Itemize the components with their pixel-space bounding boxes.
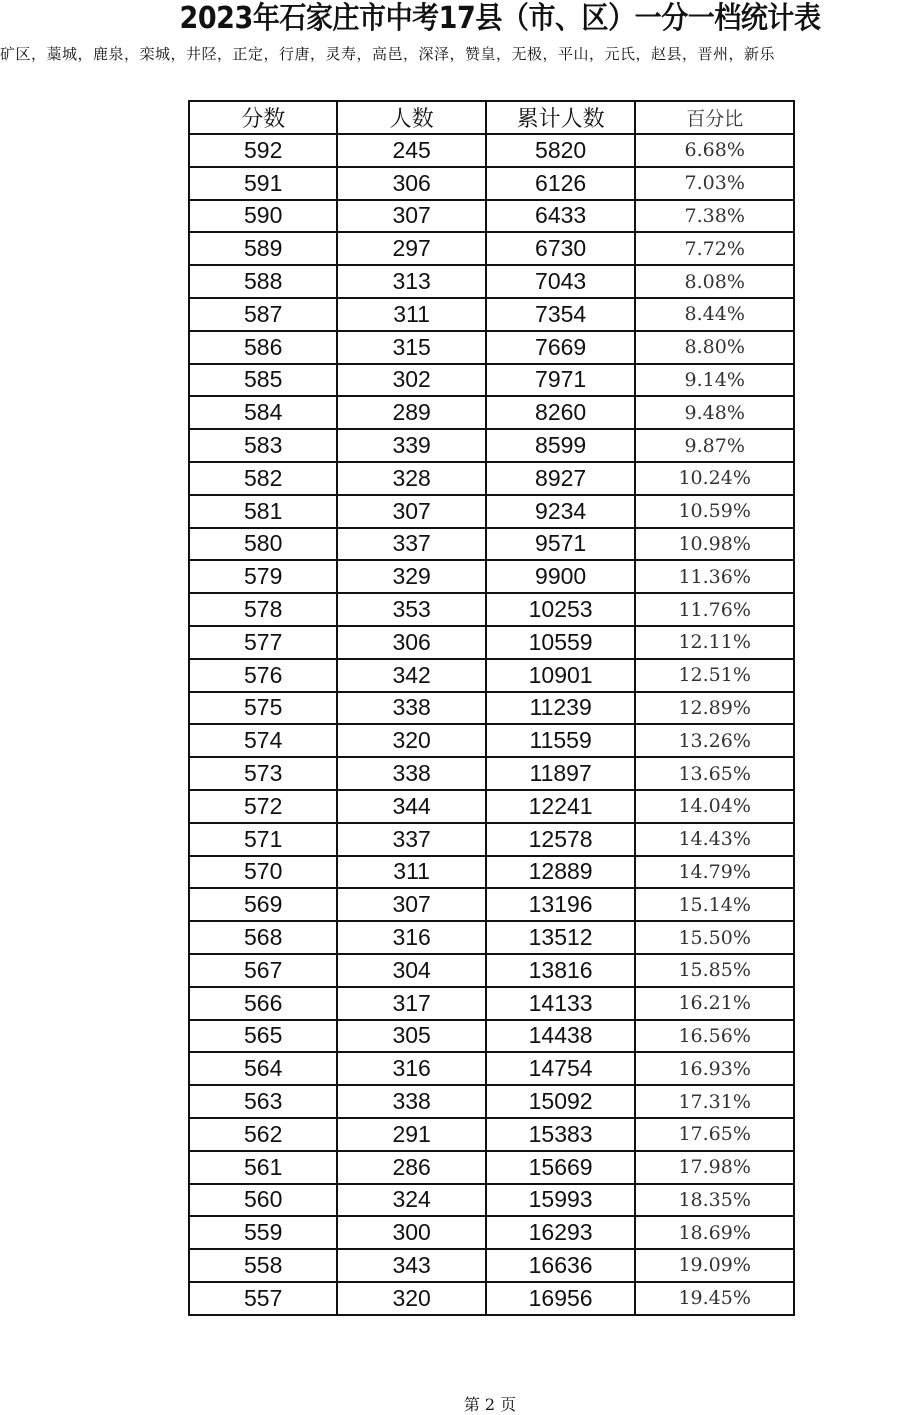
cumulative-cell: 7043 [486, 265, 636, 298]
count-cell: 329 [337, 560, 485, 593]
score-cell: 565 [189, 1020, 337, 1053]
count-cell: 344 [337, 790, 485, 823]
score-cell: 563 [189, 1085, 337, 1118]
percent-cell: 12.11% [635, 626, 794, 659]
cumulative-cell: 13816 [486, 954, 636, 987]
cumulative-cell: 11239 [486, 692, 636, 725]
percent-cell: 9.87% [635, 429, 794, 462]
percent-cell: 19.45% [635, 1282, 794, 1315]
percent-cell: 14.43% [635, 823, 794, 856]
percent-cell: 18.35% [635, 1184, 794, 1217]
percent-cell: 13.65% [635, 757, 794, 790]
count-cell: 317 [337, 987, 485, 1020]
score-cell: 564 [189, 1052, 337, 1085]
score-table [188, 100, 795, 1316]
percent-cell: 10.24% [635, 462, 794, 495]
score-cell: 569 [189, 888, 337, 921]
table-row [189, 232, 794, 265]
count-cell: 305 [337, 1020, 485, 1053]
percent-cell: 17.65% [635, 1118, 794, 1151]
page-number: 第 2 页 [463, 1395, 517, 1414]
cumulative-cell: 15669 [486, 1151, 636, 1184]
count-cell: 300 [337, 1216, 485, 1249]
score-cell: 591 [189, 167, 337, 200]
score-cell: 581 [189, 495, 337, 528]
cumulative-cell: 8260 [486, 396, 636, 429]
percent-cell: 16.21% [635, 987, 794, 1020]
cumulative-cell: 12578 [486, 823, 636, 856]
percent-cell: 17.98% [635, 1151, 794, 1184]
percent-cell: 15.14% [635, 888, 794, 921]
score-cell: 589 [189, 232, 337, 265]
percent-cell: 19.09% [635, 1249, 794, 1282]
count-cell: 338 [337, 757, 485, 790]
percent-cell: 11.76% [635, 593, 794, 626]
cumulative-cell: 10253 [486, 593, 636, 626]
table-row [189, 429, 794, 462]
count-cell: 337 [337, 823, 485, 856]
cumulative-cell: 6730 [486, 232, 636, 265]
cumulative-cell: 16956 [486, 1282, 636, 1315]
score-cell: 558 [189, 1249, 337, 1282]
count-cell: 302 [337, 364, 485, 397]
score-cell: 561 [189, 1151, 337, 1184]
count-cell: 337 [337, 528, 485, 561]
cumulative-cell: 14438 [486, 1020, 636, 1053]
score-cell: 575 [189, 692, 337, 725]
cumulative-cell: 9900 [486, 560, 636, 593]
cumulative-cell: 11559 [486, 724, 636, 757]
header-score: 分数 [189, 101, 337, 134]
count-cell: 307 [337, 888, 485, 921]
cumulative-cell: 10559 [486, 626, 636, 659]
percent-cell: 6.68% [635, 134, 794, 167]
cumulative-cell: 10901 [486, 659, 636, 692]
count-cell: 342 [337, 659, 485, 692]
cumulative-cell: 16636 [486, 1249, 636, 1282]
count-cell: 306 [337, 626, 485, 659]
table-row [189, 1020, 794, 1053]
score-cell: 574 [189, 724, 337, 757]
score-cell: 557 [189, 1282, 337, 1315]
table-row [189, 626, 794, 659]
table-row [189, 364, 794, 397]
cumulative-cell: 7669 [486, 331, 636, 364]
table-row [189, 167, 794, 200]
cumulative-cell: 6126 [486, 167, 636, 200]
count-cell: 291 [337, 1118, 485, 1151]
count-cell: 328 [337, 462, 485, 495]
page-title: 2023年石家庄市中考17县（市、区）一分一档统计表 [179, 1, 821, 36]
percent-cell: 8.44% [635, 298, 794, 331]
score-cell: 562 [189, 1118, 337, 1151]
table-row [189, 856, 794, 889]
table-row [189, 1216, 794, 1249]
cumulative-cell: 9571 [486, 528, 636, 561]
percent-cell: 7.38% [635, 200, 794, 233]
cumulative-cell: 15383 [486, 1118, 636, 1151]
score-cell: 586 [189, 331, 337, 364]
cumulative-cell: 5820 [486, 134, 636, 167]
score-cell: 573 [189, 757, 337, 790]
percent-cell: 16.56% [635, 1020, 794, 1053]
table-row [189, 528, 794, 561]
table-row [189, 495, 794, 528]
table-row [189, 265, 794, 298]
table-row [189, 823, 794, 856]
count-cell: 306 [337, 167, 485, 200]
score-cell: 567 [189, 954, 337, 987]
table-row [189, 987, 794, 1020]
header-percent: 百分比 [635, 101, 794, 134]
cumulative-cell: 12889 [486, 856, 636, 889]
cumulative-cell: 16293 [486, 1216, 636, 1249]
cumulative-cell: 8927 [486, 462, 636, 495]
count-cell: 343 [337, 1249, 485, 1282]
table-row [189, 1052, 794, 1085]
table-row [189, 200, 794, 233]
count-cell: 338 [337, 1085, 485, 1118]
table-row [189, 888, 794, 921]
cumulative-cell: 13196 [486, 888, 636, 921]
cumulative-cell: 6433 [486, 200, 636, 233]
percent-cell: 10.98% [635, 528, 794, 561]
cumulative-cell: 7354 [486, 298, 636, 331]
count-cell: 311 [337, 298, 485, 331]
table-header-row [189, 101, 794, 134]
table-row [189, 790, 794, 823]
score-cell: 559 [189, 1216, 337, 1249]
score-cell: 578 [189, 593, 337, 626]
count-cell: 316 [337, 921, 485, 954]
cumulative-cell: 8599 [486, 429, 636, 462]
cumulative-cell: 13512 [486, 921, 636, 954]
count-cell: 311 [337, 856, 485, 889]
table-row [189, 1118, 794, 1151]
count-cell: 338 [337, 692, 485, 725]
count-cell: 353 [337, 593, 485, 626]
percent-cell: 8.08% [635, 265, 794, 298]
score-cell: 590 [189, 200, 337, 233]
percent-cell: 15.50% [635, 921, 794, 954]
percent-cell: 13.26% [635, 724, 794, 757]
score-cell: 588 [189, 265, 337, 298]
score-cell: 560 [189, 1184, 337, 1217]
percent-cell: 9.14% [635, 364, 794, 397]
table-row [189, 331, 794, 364]
table-row [189, 1151, 794, 1184]
count-cell: 307 [337, 495, 485, 528]
percent-cell: 8.80% [635, 331, 794, 364]
count-cell: 289 [337, 396, 485, 429]
table-row [189, 298, 794, 331]
score-cell: 568 [189, 921, 337, 954]
count-cell: 315 [337, 331, 485, 364]
percent-cell: 7.03% [635, 167, 794, 200]
score-cell: 571 [189, 823, 337, 856]
cumulative-cell: 15993 [486, 1184, 636, 1217]
score-cell: 579 [189, 560, 337, 593]
percent-cell: 12.51% [635, 659, 794, 692]
score-cell: 566 [189, 987, 337, 1020]
percent-cell: 12.89% [635, 692, 794, 725]
score-cell: 585 [189, 364, 337, 397]
header-count: 人数 [337, 101, 485, 134]
score-cell: 577 [189, 626, 337, 659]
header-cumulative: 累计人数 [486, 101, 636, 134]
count-cell: 297 [337, 232, 485, 265]
district-list: 矿区，藁城，鹿泉，栾城，井陉，正定，行唐，灵寿，高邑，深泽，赞皇，无极，平山，元氏，赵县，晋州，新乐 [0, 45, 776, 63]
table-row [189, 1085, 794, 1118]
score-cell: 584 [189, 396, 337, 429]
score-cell: 570 [189, 856, 337, 889]
count-cell: 320 [337, 724, 485, 757]
table-row [189, 1282, 794, 1315]
percent-cell: 14.79% [635, 856, 794, 889]
table-row [189, 724, 794, 757]
count-cell: 316 [337, 1052, 485, 1085]
score-cell: 576 [189, 659, 337, 692]
percent-cell: 10.59% [635, 495, 794, 528]
count-cell: 320 [337, 1282, 485, 1315]
count-cell: 339 [337, 429, 485, 462]
percent-cell: 17.31% [635, 1085, 794, 1118]
percent-cell: 18.69% [635, 1216, 794, 1249]
table-row [189, 954, 794, 987]
table-row [189, 396, 794, 429]
score-cell: 572 [189, 790, 337, 823]
table-row [189, 560, 794, 593]
score-cell: 580 [189, 528, 337, 561]
percent-cell: 16.93% [635, 1052, 794, 1085]
table-row [189, 692, 794, 725]
cumulative-cell: 12241 [486, 790, 636, 823]
percent-cell: 11.36% [635, 560, 794, 593]
table-row [189, 462, 794, 495]
table-row [189, 757, 794, 790]
percent-cell: 9.48% [635, 396, 794, 429]
table-row [189, 659, 794, 692]
cumulative-cell: 11897 [486, 757, 636, 790]
cumulative-cell: 15092 [486, 1085, 636, 1118]
count-cell: 313 [337, 265, 485, 298]
count-cell: 286 [337, 1151, 485, 1184]
score-cell: 582 [189, 462, 337, 495]
score-cell: 583 [189, 429, 337, 462]
percent-cell: 15.85% [635, 954, 794, 987]
table-row [189, 1249, 794, 1282]
table-row [189, 134, 794, 167]
count-cell: 245 [337, 134, 485, 167]
count-cell: 304 [337, 954, 485, 987]
percent-cell: 7.72% [635, 232, 794, 265]
cumulative-cell: 14754 [486, 1052, 636, 1085]
count-cell: 324 [337, 1184, 485, 1217]
percent-cell: 14.04% [635, 790, 794, 823]
table-row [189, 921, 794, 954]
table-row [189, 1184, 794, 1217]
count-cell: 307 [337, 200, 485, 233]
cumulative-cell: 9234 [486, 495, 636, 528]
score-cell: 587 [189, 298, 337, 331]
cumulative-cell: 14133 [486, 987, 636, 1020]
score-cell: 592 [189, 134, 337, 167]
table-row [189, 593, 794, 626]
cumulative-cell: 7971 [486, 364, 636, 397]
